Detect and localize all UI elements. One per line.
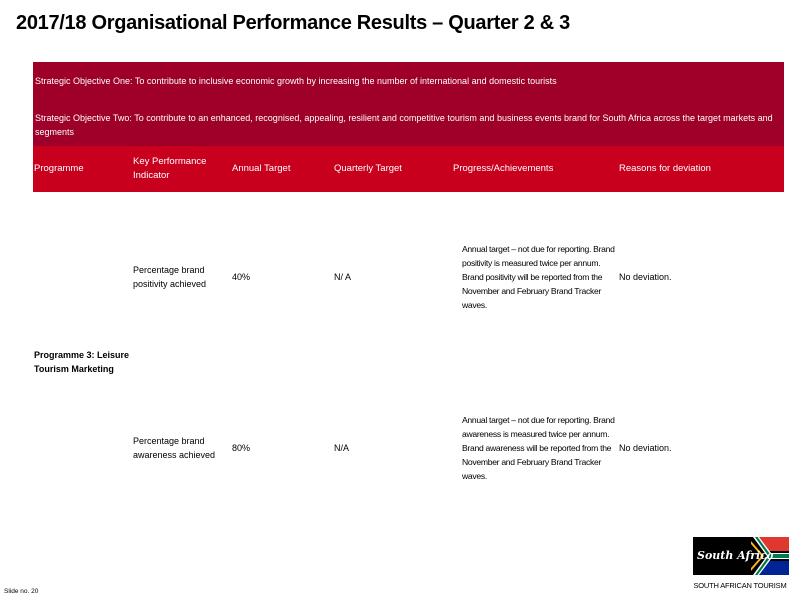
svg-text:South Africa: South Africa xyxy=(697,549,775,562)
header-programme: Programme xyxy=(34,163,84,174)
header-progress: Progress/Achievements xyxy=(453,163,554,174)
row2-reason: No deviation. xyxy=(619,443,672,453)
header-annual-target: Annual Target xyxy=(232,163,291,174)
logo-caption: SOUTH AFRICAN TOURISM xyxy=(693,581,787,590)
row1-quarterly-target: N/ A xyxy=(334,272,352,282)
strategic-objective-two: Strategic Objective Two: To contribute to an enhanced, recognised, appealing, resilient and competitive tourism and business events brand for South Africa across the target markets and segments xyxy=(33,100,784,146)
row2-progress: Annual target – not due for reporting. Brand awareness is measured twice per annum. Brand awareness will be reported from the November and February Brand Tracker waves. xyxy=(462,415,615,481)
header-reasons: Reasons for deviation xyxy=(619,163,711,174)
row2-kpi: Percentage brand awareness achieved xyxy=(133,436,216,460)
slide-title: 2017/18 Organisational Performance Results – Quarter 2 & 3 xyxy=(16,12,570,34)
table-header xyxy=(33,146,784,192)
slide-number: Slide no. 20 xyxy=(4,588,39,595)
south-africa-logo xyxy=(693,537,789,575)
row2-annual-target: 80% xyxy=(232,443,251,453)
header-kpi: Key Performance Indicator xyxy=(133,156,207,181)
strategic-objective-one: Strategic Objective One: To contribute to inclusive economic growth by increasing the number of international and domestic tourists xyxy=(33,62,784,100)
row1-kpi: Percentage brand positivity achieved xyxy=(133,265,207,289)
row1-progress: Annual target – not due for reporting. Brand positivity is measured twice per annum. Brand positivity will be reported from the November and February Brand Tracker waves. xyxy=(462,244,615,310)
row2-quarterly-target: N/A xyxy=(334,443,350,453)
row1-reason: No deviation. xyxy=(619,272,672,282)
programme-cell: Programme 3: Leisure Tourism Marketing xyxy=(34,350,130,374)
row1-annual-target: 40% xyxy=(232,272,251,282)
header-quarterly-target: Quarterly Target xyxy=(334,163,402,174)
